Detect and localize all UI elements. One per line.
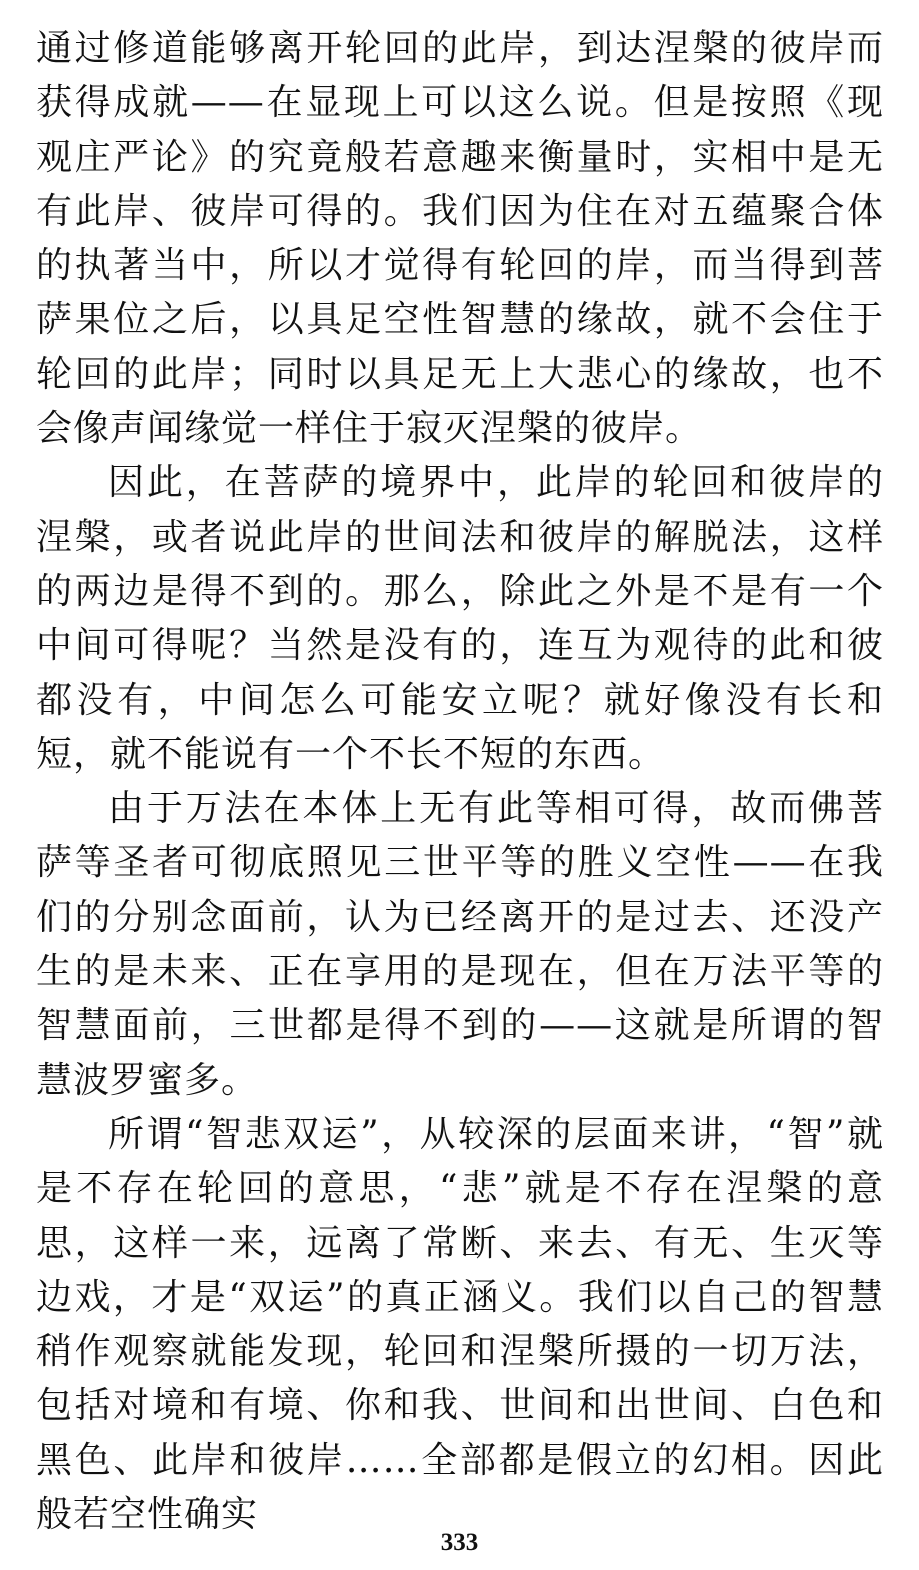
paragraph-4: 所谓“智悲双运”，从较深的层面来讲，“智”就是不存在轮回的意思，“悲”就是不存在涅槃的意思，这样一来，远离了常断、来去、有无、生灭等边戏，才是“双运”的真正涵义。我们以自己的智慧稍作观察就能发现，轮回和涅槃所摄的一切万法，包括对境和有境、你和我、世间和出世间、白色和黑色、此岸和彼岸……全部都是假立的幻相。因此般若空性确实 <box>36 1113 884 1536</box>
body-text <box>36 22 884 1542</box>
page-number: 333 <box>440 1529 479 1556</box>
paragraph-1: 通过修道能够离开轮回的此岸，到达涅槃的彼岸而获得成就——在显现上可以这么说。但是按照《现观庄严论》的究竟般若意趣来衡量时，实相中是无有此岸、彼岸可得的。我们因为住在对五蕴聚合体的执著当中，所以才觉得有轮回的岸，而当得到菩萨果位之后，以具足空性智慧的缘故，就不会住于轮回的此岸；同时以具足无上大悲心的缘故，也不会像声闻缘觉一样住于寂灭涅槃的彼岸。 <box>36 28 884 450</box>
paragraph-3: 由于万法在本体上无有此等相可得，故而佛菩萨等圣者可彻底照见三世平等的胜义空性——在我们的分别念面前，认为已经离开的是过去、还没产生的是未来、正在享用的是现在，但在万法平等的智慧面前，三世都是得不到的——这就是所谓的智慧波罗蜜多。 <box>36 788 884 1101</box>
paragraph-2: 因此，在菩萨的境界中，此岸的轮回和彼岸的涅槃，或者说此岸的世间法和彼岸的解脱法，这样的两边是得不到的。那么，除此之外是不是有一个中间可得呢？当然是没有的，连互为观待的此和彼都没有，中间怎么可能安立呢？就好像没有长和短，就不能说有一个不长不短的东西。 <box>36 462 884 775</box>
